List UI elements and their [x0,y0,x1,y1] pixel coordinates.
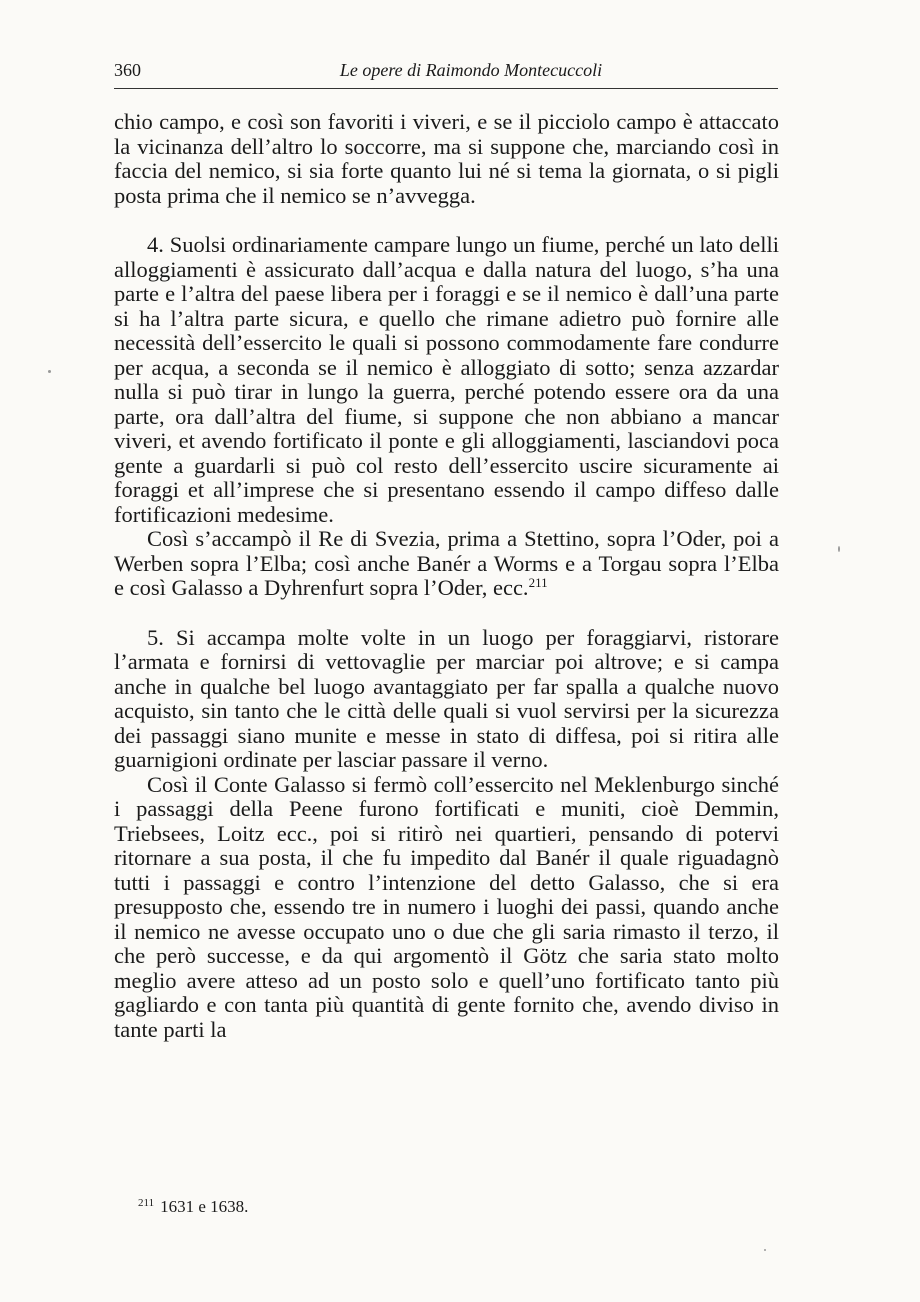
footnote-number: 211 [138,1197,155,1209]
paper-speck [764,1249,766,1251]
page-header [114,58,778,89]
footnote [138,1197,778,1217]
paragraph-continuation: chio campo, e così son favoriti i viveri, e se il picciolo campo è attaccato la vicinanza dell’altro lo soccorre, ma si suppone che, marciando così in faccia del nemico, si sia forte quanto lui né si tema la giornata, o si pigli posta prima che il nemico se n’avvegga. [114,109,779,208]
paper-speck [838,546,840,552]
paragraph-text: Così s’accampò il Re di Svezia, prima a Stettino, sopra l’Oder, poi a Werben sopra l’Elba; così anche Banér a Worms e a Torgau sopra l’Elba e così Galasso a Dyhrenfurt sopra l’Oder, ecc. [114,526,779,600]
running-title: Le opere di Raimondo Montecuccoli [339,60,603,80]
page-number: 360 [114,60,141,80]
paragraph-section-4-example [114,527,779,601]
paragraph-section-4: 4. Suolsi ordinariamente campare lungo un fiume, perché un lato delli alloggiamenti è assicurato dall’acqua e dalla natura del luogo, s’ha una parte e l’altra del paese libera per i foraggi e se il nemico è dall’una parte si ha l’altra parte sicura, e quello che rimane adietro può fornire alle necessità dell’essercito le quali si possono commodamente fare condurre per acqua, a seconda se il nemico è alloggiato di sotto; senza azzardar nulla si può tirar in lungo la guerra, perché potendo essere ora da una parte, ora dall’altra del fiume, si suppone che non abbiano a mancar viveri, et avendo fortificato il ponte e gli alloggiamenti, lasciandovi poca gente a guardarli si può col resto dell’essercito uscire sicuramente ai foraggi et all’imprese che si presentano essendo il campo diffeso dalle fortificazioni medesime. [114,232,779,527]
footnote-reference: 211 [528,575,548,590]
paragraph-section-5: 5. Si accampa molte volte in un luogo per foraggiarvi, ristorare l’armata e fornirsi di vettovaglie per marciar poi altrove; e si campa anche in qualche bel luogo avantaggiato per far spalla a qualche nuovo acquisto, sin tanto che le città delle quali si vuol servirsi per la sicurezza dei passaggi siano munite e messe in stato di diffesa, poi si ritira alle guarnigioni ordinate per lasciar passare il verno. [114,624,779,772]
body-text [114,110,779,1042]
footnote-text: 1631 e 1638. [160,1197,249,1216]
paper-speck [48,370,51,373]
paragraph-section-5-example: Così il Conte Galasso si fermò coll’essercito nel Meklenburgo sinché i passaggi della Peene furono fortificati e muniti, cioè Demmin, Triebsees, Loitz ecc., poi si ritirò nei quartieri, pensando di potervi ritornare a sua posta, il che fu impedito dal Banér il quale riguadagnò tutti i passaggi e contro l’intenzione del detto Galasso, che si era presupposto che, essendo tre in numero i luoghi dei passi, quando anche il nemico ne avesse occupato uno o due che gli saria rimasto il terzo, il che però successe, e da qui argomentò il Götz che saria stato molto meglio avere atteso ad un posto solo e quell’uno fortificato tanto più gagliardo e con tanta più quantità di gente fornito che, avendo diviso in tante parti la [114,771,779,1042]
